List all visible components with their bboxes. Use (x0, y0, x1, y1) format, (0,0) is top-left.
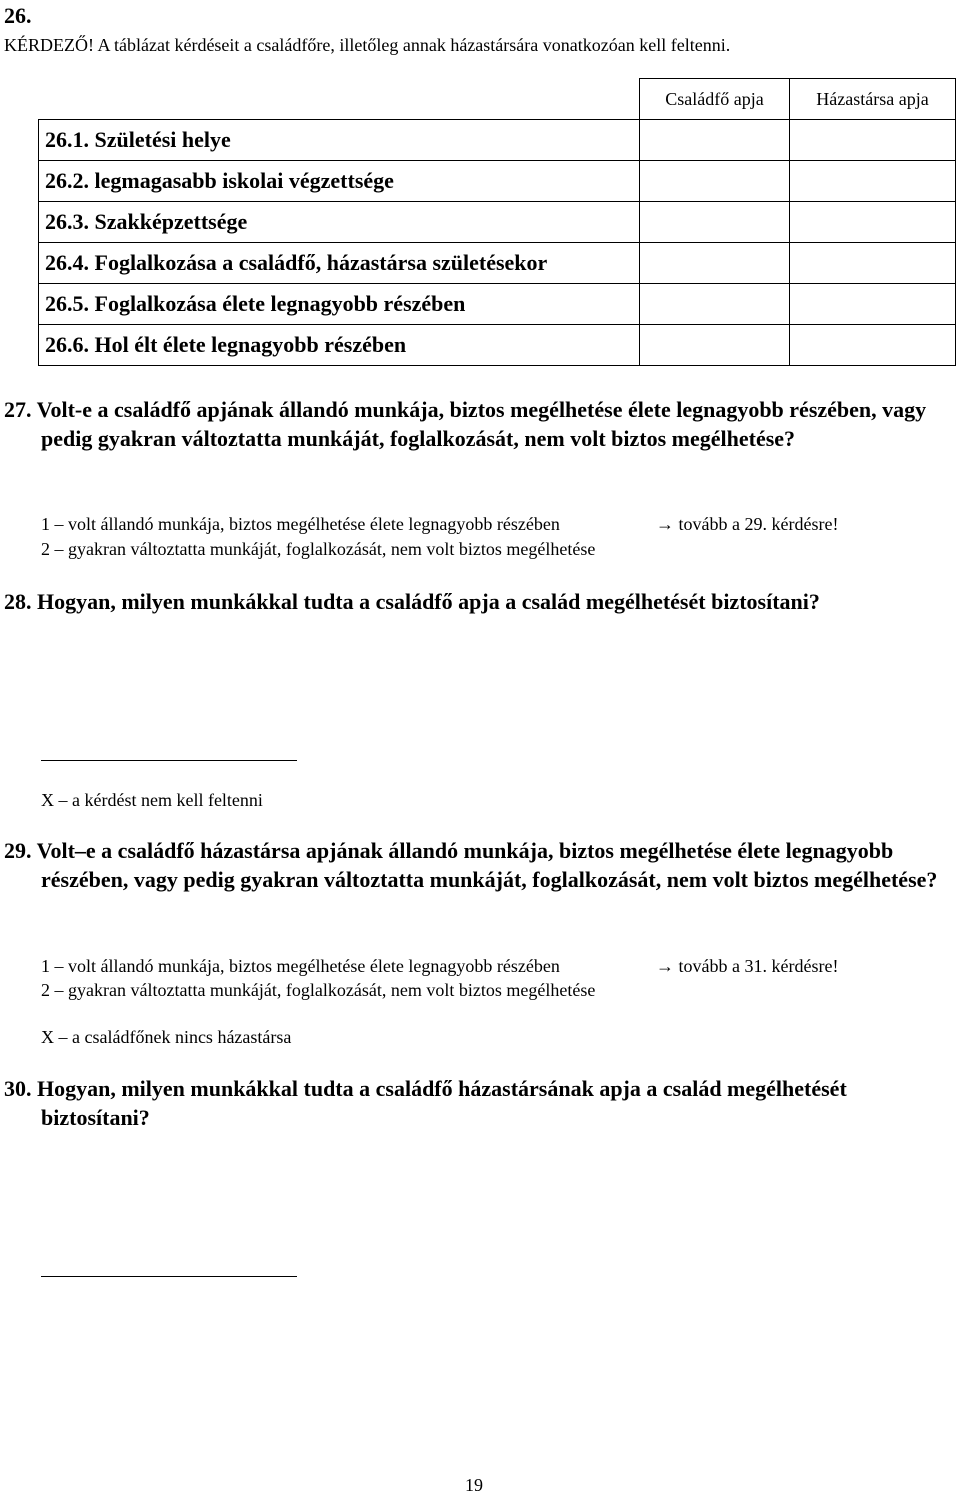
table-row (39, 284, 956, 325)
row-label: 26.4. Foglalkozása a családfő, házastársa születésekor (39, 243, 640, 284)
arrow-right-icon: → (656, 956, 674, 976)
answer-cell-hazastarsa-apja[interactable] (790, 120, 956, 161)
row-label: 26.6. Hol élt élete legnagyobb részében (39, 325, 640, 366)
q27-option-1-label: 1 – volt állandó munkája, biztos megélhetése élete legnagyobb részében (41, 514, 560, 534)
arrow-right-icon: → (656, 514, 674, 534)
q29-option-2-label: 2 – gyakran változtatta munkáját, foglalkozását, nem volt biztos megélhetése (41, 980, 596, 1000)
page-number: 19 (465, 1475, 483, 1495)
q29-option-2[interactable] (41, 979, 595, 1001)
q27-option-2-label: 2 – gyakran változtatta munkáját, foglalkozását, nem volt biztos megélhetése (41, 539, 596, 559)
answer-cell-csaladfo-apja[interactable] (640, 202, 790, 243)
answer-cell-hazastarsa-apja[interactable] (790, 202, 956, 243)
table-row (39, 161, 956, 202)
q29-option-1[interactable] (41, 955, 560, 977)
q26-number: 26. (4, 3, 32, 28)
table-row (39, 120, 956, 161)
answer-cell-csaladfo-apja[interactable] (640, 161, 790, 202)
q26-table (38, 78, 956, 366)
answer-cell-csaladfo-apja[interactable] (640, 284, 790, 325)
q29-option-1-goto (656, 955, 838, 977)
q27-goto-label: tovább a 29. kérdésre! (678, 514, 839, 534)
answer-cell-csaladfo-apja[interactable] (640, 243, 790, 284)
answer-cell-csaladfo-apja[interactable] (640, 325, 790, 366)
column-header-hazastarsa-apja: Házastársa apja (790, 79, 956, 120)
q27-option-1-goto (656, 513, 838, 535)
row-label: 26.2. legmagasabb iskolai végzettsége (39, 161, 640, 202)
answer-cell-hazastarsa-apja[interactable] (790, 325, 956, 366)
q27-option-1[interactable] (41, 513, 560, 535)
q29-option-x-label: X – a családfőnek nincs házastársa (41, 1027, 292, 1047)
answer-cell-hazastarsa-apja[interactable] (790, 161, 956, 202)
q28-option-x-label: X – a kérdést nem kell feltenni (41, 790, 263, 810)
table-row (39, 325, 956, 366)
answer-cell-csaladfo-apja[interactable] (640, 120, 790, 161)
table-row (39, 202, 956, 243)
q29-option-x[interactable] (41, 1026, 291, 1048)
q29-question: 29. Volt–e a családfő házastársa apjának állandó munkája, biztos megélhetése élete legnagyobb részében, vagy pedig gyakran változtatta munkáját, foglalkozását, nem volt biztos megélhetése? (4, 838, 938, 892)
q27-option-2[interactable] (41, 538, 595, 560)
q29-option-1-label: 1 – volt állandó munkája, biztos megélhetése élete legnagyobb részében (41, 956, 560, 976)
row-label: 26.5. Foglalkozása élete legnagyobb részében (39, 284, 640, 325)
q26-instruction: KÉRDEZŐ! A táblázat kérdéseit a családfőre, illetőleg annak házastársára vonatkozóan kell feltenni. (4, 35, 731, 55)
table-row (39, 243, 956, 284)
answer-cell-hazastarsa-apja[interactable] (790, 243, 956, 284)
q27-question: 27. Volt-e a családfő apjának állandó munkája, biztos megélhetése élete legnagyobb részében, vagy pedig gyakran változtatta munkáját, foglalkozását, nem volt biztos megélhetése? (4, 397, 927, 451)
q28-option-x[interactable] (41, 789, 263, 811)
row-label: 26.1. Születési helye (39, 120, 640, 161)
row-label: 26.3. Szakképzettsége (39, 202, 640, 243)
q30-question: 30. Hogyan, milyen munkákkal tudta a családfő házastársának apja a család megélhetését biztosítani? (4, 1076, 847, 1130)
answer-cell-hazastarsa-apja[interactable] (790, 284, 956, 325)
q30-answer-line[interactable] (41, 1276, 297, 1277)
q29-goto-label: tovább a 31. kérdésre! (678, 956, 839, 976)
q26-table-corner (39, 79, 640, 120)
q28-question: 28. Hogyan, milyen munkákkal tudta a családfő apja a család megélhetését biztosítani? (4, 589, 820, 614)
q28-answer-line[interactable] (41, 760, 297, 761)
column-header-csaladfo-apja: Családfő apja (640, 79, 790, 120)
